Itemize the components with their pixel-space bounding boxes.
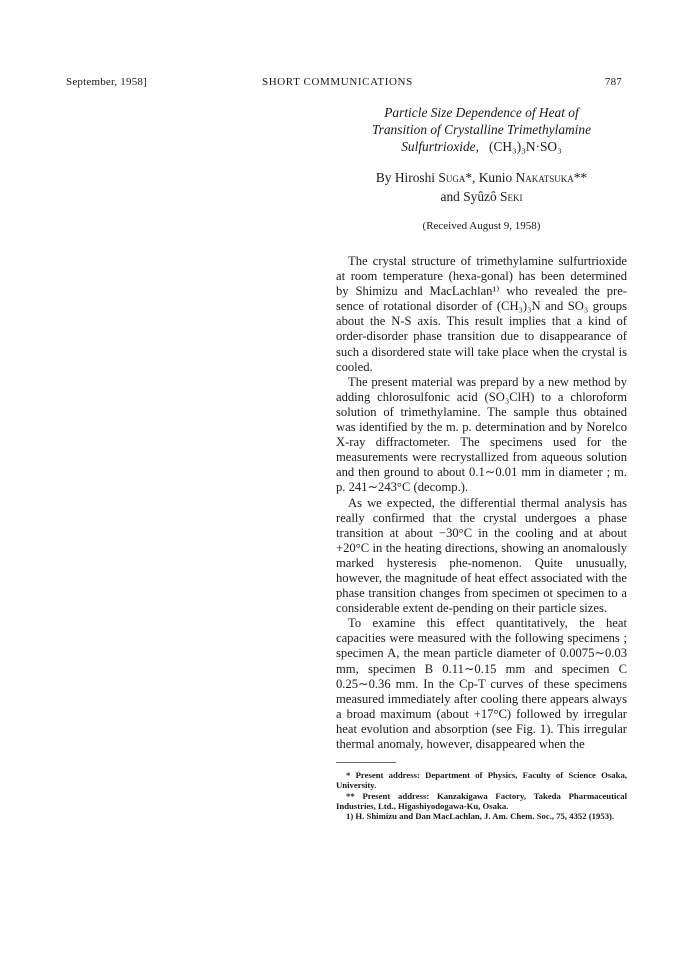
title-formula: (CH₃)₃N·SO₃ — [489, 139, 562, 154]
author-2-surname: Nakatsuka — [515, 170, 574, 185]
author-list — [336, 168, 627, 206]
paragraph-4: To examine this effect quantitatively, the heat capacities were measured with the following specimens ; specimen A, the mean particle diameter of 0.0075∼0.03 mm, specimen B 0.11∼0.15 mm and specimen C 0.25∼0.36 mm. In the Cp-T curves of these specimens measured immediately after cooling there appears always a broad maximum (about +17°C) followed by irregular heat evolution and absorption (see Fig. 1). This irregular thermal anomaly, however, disappeared when the — [336, 616, 627, 751]
footnote-2: ** Present address: Kanzakigawa Factory, Takeda Pharmaceutical Industries, Ltd., Higashiyodogawa-Ku, Osaka. — [336, 790, 627, 811]
footnotes — [336, 770, 627, 821]
authors-line-1 — [336, 168, 627, 187]
article-body — [336, 254, 627, 752]
header-date: September, 1958] — [66, 76, 147, 88]
footnote-divider — [336, 762, 396, 763]
footnote-1: * Present address: Department of Physics, Faculty of Science Osaka, University. — [336, 770, 627, 791]
page-number: 787 — [604, 76, 622, 88]
authors-mid: *, Kunio — [465, 170, 516, 185]
article-column — [336, 104, 627, 821]
paragraph-1: The crystal structure of trimethylamine sulfurtrioxide at room temperature (hexa-gonal) has been determined by Shimizu and MacLachlan¹⁾ who revealed the pre-sence of rotational disorder of (CH₃)₃N and SO₃ groups about the N-S axis. This result implies that a kind of order-disorder phase transition due to disappearance of such a disordered state will take place when the crystal is cooled. — [336, 254, 627, 374]
footnote-3: 1) H. Shimizu and Dan MacLachlan, J. Am. Chem. Soc., 75, 4352 (1953). — [346, 810, 615, 821]
authors-line-2-prefix: and Syûzô — [440, 189, 501, 204]
title-line-3-text: Sulfurtrioxide, — [401, 139, 479, 154]
authors-suffix: ** — [573, 170, 588, 185]
received-date: (Received August 9, 1958) — [422, 220, 541, 232]
paragraph-3: As we expected, the differential thermal analysis has really confirmed that the crystal undergoes a phase transition at about −30°C in the cooling and at about +20°C in the heating directions, showing an anomalously marked hysteresis phe-nomenon. Quite unusually, however, the magnitude of heat effect associated with the phase transition changes from specimen ot specimen to a considerable extent de-pending on their particle sizes. — [336, 495, 627, 616]
header-section: SHORT COMMUNICATIONS — [262, 76, 413, 88]
title-line-3 — [336, 138, 627, 155]
paragraph-2: The present material was prepard by a new method by adding chlorosulfonic acid (SO₃ClH) to a chloroform solution of trimethylamine. The sample thus obtained was identified by the m. p. determination and by Norelco X-ray diffractometer. The specimens used for the measurements were recrystallized from aqueous solution and then ground to about 0.1∼0.01 mm in diameter ; m. p. 241∼243°C (decomp.). — [336, 374, 627, 495]
title-line-2: Transition of Crystalline Trimethylamine — [371, 122, 592, 137]
article-title — [336, 104, 627, 155]
title-line-1: Particle Size Dependence of Heat of — [384, 105, 579, 120]
authors-prefix: By Hiroshi — [375, 170, 439, 185]
authors-line-2 — [336, 187, 627, 206]
author-3-surname: Seki — [500, 189, 523, 204]
running-header — [66, 76, 622, 92]
author-1-surname: Suga — [438, 170, 466, 185]
